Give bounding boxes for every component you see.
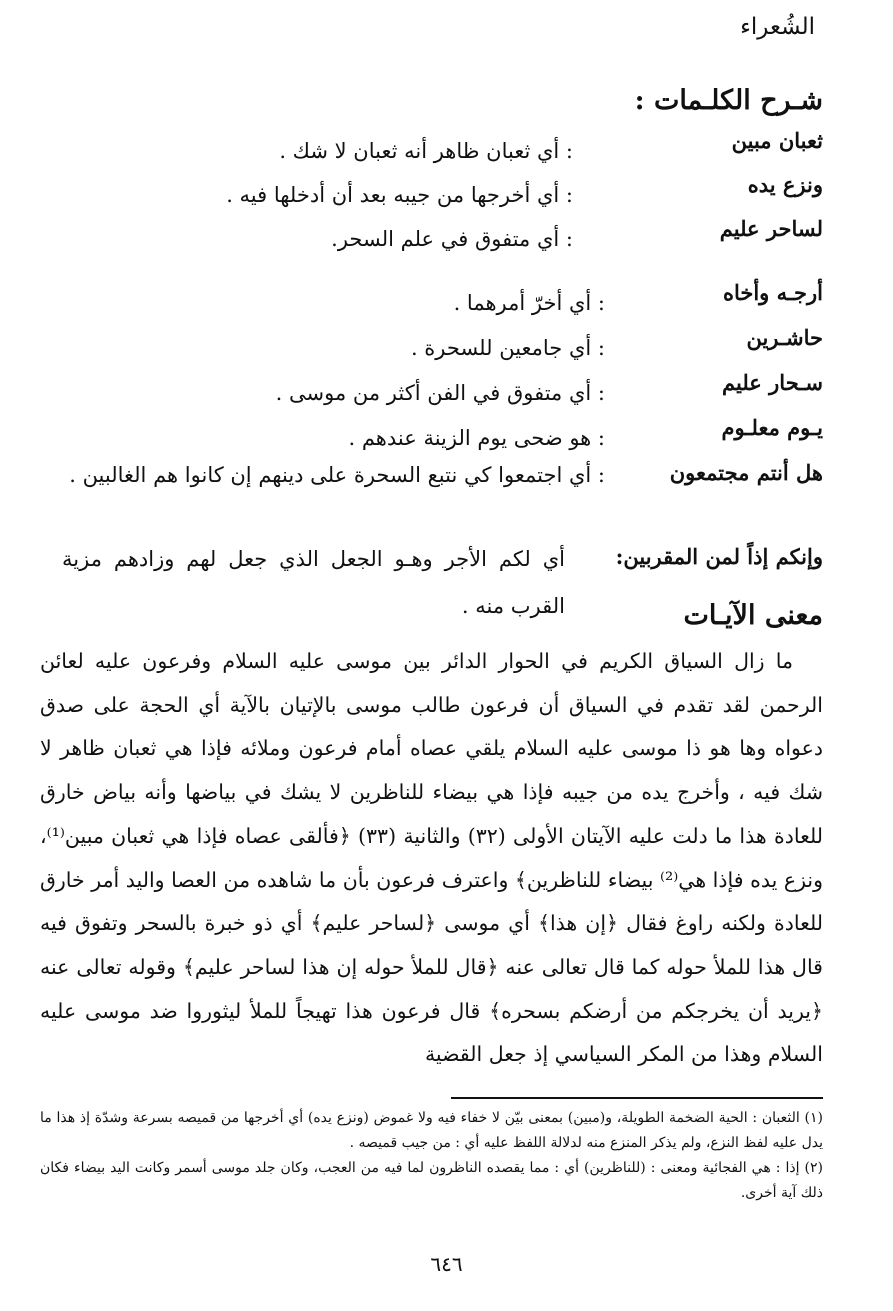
body-paragraph: ما زال السياق الكريم في الحوار الدائر بين موسى عليه السلام وفرعون عليه لعائن الرحمن لقد تقدم في السياق أن فرعون طالب موسى بالإتيان بالآية أي الحجة على صدق دعواه وها هو ذا موسى عليه السلام يلقي عصاه أمام فرعون وملائه فإذا هي ثعبان ظاهر لا شك فيه ، وأخرج يده من جيبه فإذا هي بيضاء للناظرين لا يشك في بياضها وأنه بياض خارق للعادة هذا ما دلت عليه الآيتان الأولى (٣٢) والثانية (٣٣) ﴿فألقى عصاه فإذا هي ثعبان مبين⁽¹⁾، ونزع يده فإذا هي⁽²⁾ بيضاء للناظرين﴾ واعترف فرعون بأن ما شاهده من العصا واليد أمر خارق للعادة ولكنه راوغ فقال ﴿إن هذا﴾ أي موسى ﴿لساحر عليم﴾ أي ذو خبرة بالسحر وتفوق فيه قال هذا للملأ حوله كما قال تعالى عنه ﴿قال للملأ حوله إن هذا لساحر عليم﴾ وقوله تعالى عنه ﴿يريد أن يخرجكم من أرضكم بسحره﴾ قال فرعون هذا تهيجاً للملأ ليثوروا ضد موسى عليه السلام وهذا من المكر السياسي إذ جعل القضية xyxy=(40,649,823,1067)
page-number: ٦٤٦ xyxy=(430,1252,463,1276)
vocab-heading: شـرح الكلـمات : xyxy=(634,85,823,116)
footnotes xyxy=(40,1106,823,1206)
glossary-term: يـوم معلـوم xyxy=(721,415,823,440)
glossary-definition: : أي أخرجها من جيبه بعد أن أدخلها فيه . xyxy=(226,183,573,207)
glossary-definition: : أي اجتمعوا كي نتبع السحرة على دينهم إن كانوا هم الغالبين . xyxy=(69,463,605,487)
glossary-definition: : أي ثعبان ظاهر أنه ثعبان لا شك . xyxy=(279,139,573,163)
glossary-term: هل أنتم مجتمعون xyxy=(669,460,823,485)
glossary-term: ثعبان مبين xyxy=(731,128,823,153)
glossary-term: سـحار عليم xyxy=(722,370,823,395)
body-text xyxy=(40,640,823,1077)
footnote-1: (١) الثعبان : الحية الضخمة الطويلة، و(مبين) بمعنى بيّن لا خفاء فيه ولا غموض (ونزع يده) أي أخرجها من قميصه بسرعة وشدّة إذ هذا ما يدل عليه لفظ النزع، ولم يذكر المنزع منه لدلالة اللفظ عليه أي : من جيب قميصه . xyxy=(40,1110,823,1151)
glossary-definition: أي لكم الأجر وهـو الجعل الذي جعل لهم وزادهم مزية القرب منه . xyxy=(62,547,565,618)
glossary-definition: : هو ضحى يوم الزينة عندهم . xyxy=(348,426,605,450)
footnote-2: (٢) إذا : هي الفجائية ومعنى : (للناظرين) أي : مما يقصده الناظرون لما فيه من العجب، وكان جلد موسى أسمر وكانت اليد بيضاء فكان ذلك آية أخرى. xyxy=(40,1160,823,1201)
meaning-heading: معنى الآيـات xyxy=(683,600,823,631)
glossary-term: لساحر عليم xyxy=(719,216,823,241)
glossary-term: أرجـه وأخاه xyxy=(722,280,823,305)
glossary-term: وإنكم إذاً لمن المقربين: xyxy=(615,544,823,569)
glossary-definition: : أي متفوق في علم السحر. xyxy=(331,227,573,251)
glossary-term: حاشـرين xyxy=(746,325,823,350)
glossary-term: ونزع يده xyxy=(747,172,823,197)
running-head: الشُعراء xyxy=(740,14,815,40)
glossary-definition: : أي أخرّ أمرهما . xyxy=(453,291,605,315)
glossary-definition: : أي جامعين للسحرة . xyxy=(410,336,605,360)
glossary-definition: : أي متفوق في الفن أكثر من موسى . xyxy=(275,381,605,405)
footnote-divider xyxy=(451,1097,823,1099)
